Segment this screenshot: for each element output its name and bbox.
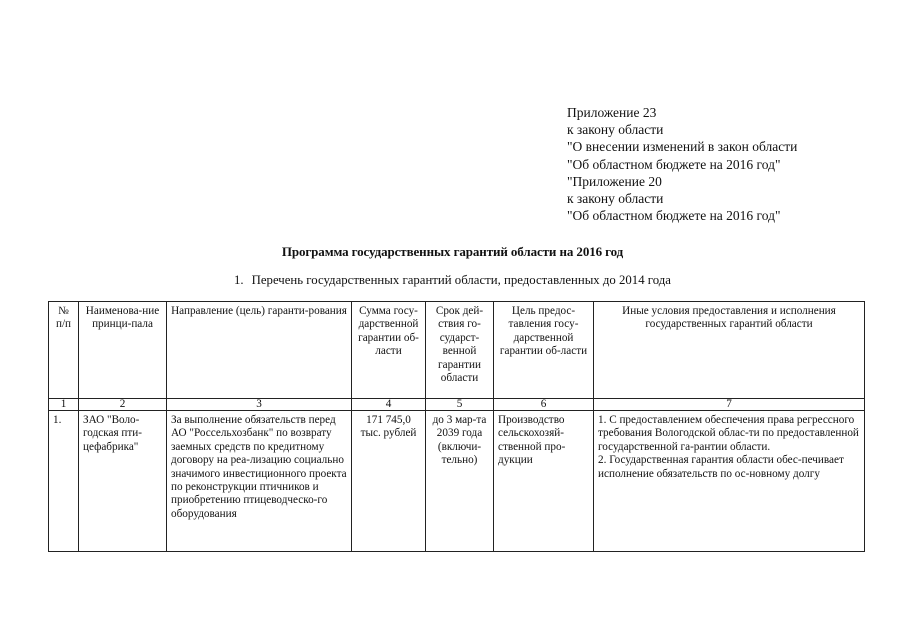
header-line: "Об областном бюджете на 2016 год"	[567, 208, 781, 224]
column-header-amount: Сумма госу-дарственной гарантии об-ласти	[352, 302, 426, 399]
guarantees-table	[48, 301, 865, 552]
column-header-purpose: Цель предос-тавления госу-дарственной гарантии об-ласти	[494, 302, 594, 399]
cell-principal: ЗАО "Воло-годская пти-цефабрика"	[79, 411, 167, 552]
column-number: 6	[494, 399, 594, 411]
header-line: "Об областном бюджете на 2016 год"	[567, 156, 781, 172]
section-text: Перечень государственных гарантий области, предоставленных до 2014 года	[251, 273, 671, 287]
column-number-row	[49, 399, 865, 411]
column-header-number: № п/п	[49, 302, 79, 399]
header-line: к закону области	[567, 191, 664, 207]
appendix-header	[567, 104, 867, 224]
cell-conditions: 1. С предоставлением обеспечения права регрессного требования Вологодской облас-ти по предоставленной государственной га-рантии области. 2. Государственная гарантия области обес-печивает исполнение обязательств по ос-новному долгу	[594, 411, 865, 552]
header-line: к закону области	[567, 122, 664, 138]
section-heading	[0, 273, 905, 288]
column-number: 4	[352, 399, 426, 411]
column-header-conditions: Иные условия предоставления и исполнения государственных гарантий области	[594, 302, 865, 399]
cell-number: 1.	[49, 411, 79, 552]
header-line: Приложение 23	[567, 105, 657, 120]
column-number: 3	[167, 399, 352, 411]
column-number: 1	[49, 399, 79, 411]
cell-purpose: Производство сельскохозяй-ственной про-дукции	[494, 411, 594, 552]
column-header-term: Срок дей-ствия го-сударст-венной гарантии области	[426, 302, 494, 399]
document-title: Программа государственных гарантий области на 2016 год	[281, 244, 624, 259]
column-number: 5	[426, 399, 494, 411]
section-number: 1.	[234, 273, 244, 287]
column-number: 2	[79, 399, 167, 411]
column-header-direction: Направление (цель) гаранти-рования	[167, 302, 352, 399]
header-line: "Приложение 20	[567, 173, 662, 189]
cell-direction: За выполнение обязательств перед АО "Россельхозбанк" по возврату заемных средств по кредитному договору на реа-лизацию социально значимого инвестиционного проекта по реконструкции птичников и приобретению птицеводческо-го оборудования	[167, 411, 352, 552]
table-row	[49, 411, 865, 552]
cell-amount: 171 745,0 тыс. рублей	[352, 411, 426, 552]
cell-term: до 3 мар-та 2039 года (включи-тельно)	[426, 411, 494, 552]
table-header-row	[49, 302, 865, 399]
column-number: 7	[594, 399, 865, 411]
header-line: "О внесении изменений в закон области	[567, 139, 798, 155]
column-header-principal: Наименова-ние принци-пала	[79, 302, 167, 399]
